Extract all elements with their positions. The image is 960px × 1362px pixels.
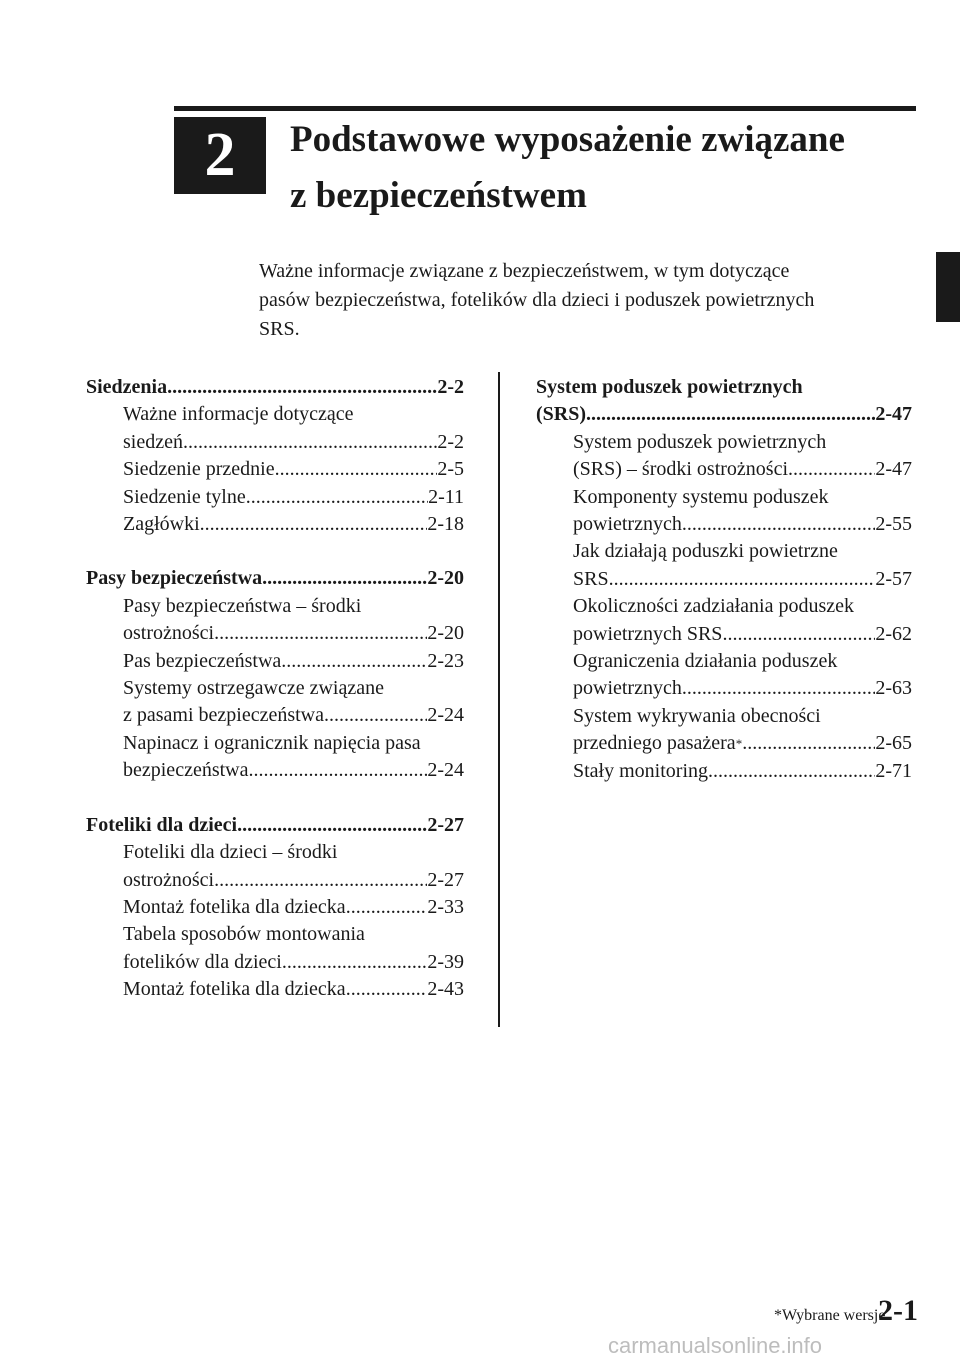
toc-entry-line[interactable] <box>123 757 464 784</box>
chapter-title-line2: z bezpieczeństwem <box>290 175 587 216</box>
intro-line: pasów bezpieczeństwa, fotelików dla dzieci i poduszek powietrznych <box>259 289 815 311</box>
dot-leader <box>682 675 875 702</box>
toc-entry-line-text: z pasami bezpieczeństwa <box>123 704 325 727</box>
toc-entry[interactable] <box>86 839 464 894</box>
toc-section-title[interactable] <box>86 565 464 592</box>
dot-leader <box>609 566 876 593</box>
intro-line: Ważne informacje związane z bezpieczeństwem, w tym dotyczące <box>259 260 790 282</box>
toc-entry-line-page: 2-62 <box>875 622 912 645</box>
toc-entry-line1: Foteliki dla dzieci – środki <box>123 841 338 864</box>
toc-entry-line-text: (SRS) – środki ostrożności <box>573 458 788 481</box>
toc-section-title[interactable] <box>86 812 464 839</box>
toc-entry-line-page: 2-11 <box>428 485 464 508</box>
column-divider <box>498 372 500 1027</box>
toc-entry-line-text: Zagłówki <box>123 513 200 536</box>
dot-leader <box>788 456 875 483</box>
toc-entry[interactable] <box>86 675 464 730</box>
toc-section-title-text: Siedzenia <box>86 376 168 398</box>
toc-entry-line-page: 2-39 <box>427 950 464 973</box>
toc-entry[interactable] <box>536 484 912 539</box>
toc-section <box>86 565 464 784</box>
dot-leader <box>324 702 427 729</box>
toc-entry[interactable] <box>86 401 464 456</box>
toc-entry[interactable] <box>536 429 912 484</box>
toc-entry[interactable] <box>86 593 464 648</box>
toc-entry-line[interactable] <box>123 702 464 729</box>
toc-entry[interactable] <box>536 648 912 703</box>
toc-section-title[interactable] <box>536 401 912 428</box>
dot-leader <box>167 374 437 401</box>
toc-entry-line-page: 2-43 <box>427 978 464 1001</box>
toc-left-column <box>86 374 464 1031</box>
toc-section-title-line1: System poduszek powietrznych <box>536 376 803 398</box>
toc-entry-line-page: 2-18 <box>427 513 464 536</box>
toc-section <box>86 374 464 538</box>
dot-leader <box>248 757 427 784</box>
toc-entry-line-text: ostrożności <box>123 868 215 891</box>
toc-entry-line-page: 2-2 <box>437 430 464 453</box>
toc-entry[interactable] <box>86 921 464 976</box>
toc-entry-line[interactable] <box>573 621 912 648</box>
toc-section-title-page: 2-20 <box>427 567 464 590</box>
toc-entry-line-page: 2-24 <box>427 704 464 727</box>
footnote-marker: * <box>735 736 743 752</box>
toc-entry-line[interactable] <box>573 730 912 757</box>
chapter-number: 2 <box>204 121 236 189</box>
toc-entry[interactable] <box>86 730 464 785</box>
toc-section-title-text: Foteliki dla dzieci <box>86 813 238 836</box>
toc-section-title-page: 2-2 <box>437 376 464 398</box>
footer-note: *Wybrane wersje. <box>774 1307 890 1324</box>
toc-section-title-page: 2-27 <box>427 813 464 836</box>
dot-leader <box>586 401 875 428</box>
toc-entry-line-text: powietrznych <box>573 677 682 700</box>
toc-entry-line[interactable] <box>123 484 464 511</box>
chapter-number-box <box>174 117 266 194</box>
dot-leader <box>246 484 428 511</box>
dot-leader <box>275 456 438 483</box>
toc-entry-line-page: 2-63 <box>875 677 912 700</box>
toc-entry-line1: Komponenty systemu poduszek <box>573 485 829 508</box>
toc-entry[interactable] <box>536 758 912 785</box>
toc-entry-line-page: 2-65 <box>875 732 912 755</box>
toc-entry-line-page: 2-27 <box>427 868 464 891</box>
dot-leader <box>346 894 428 921</box>
toc-entry-line[interactable] <box>573 675 912 702</box>
toc-entry-line[interactable] <box>123 949 464 976</box>
toc-entry-line-text: Montaż fotelika dla dziecka <box>123 895 346 918</box>
dot-leader <box>183 429 437 456</box>
toc-entry[interactable] <box>86 456 464 483</box>
toc-section <box>86 812 464 1004</box>
toc-entry-line-text: Stały monitoring <box>573 759 708 782</box>
toc-entry-line-text: bezpieczeństwa <box>123 759 249 782</box>
dot-leader <box>346 976 428 1003</box>
toc-entry[interactable] <box>536 703 912 758</box>
toc-entry-line-page: 2-57 <box>875 567 912 590</box>
dot-leader <box>214 867 427 894</box>
toc-entry-line1: Okoliczności zadziałania poduszek <box>573 595 854 618</box>
toc-entry-line-page: 2-20 <box>427 622 464 645</box>
toc-entry-line-text: powietrznych <box>573 513 682 536</box>
toc-right-column <box>536 374 912 812</box>
toc-entry[interactable] <box>536 538 912 593</box>
toc-entry-line[interactable] <box>123 648 464 675</box>
toc-entry-line[interactable] <box>123 620 464 647</box>
toc-entry-line1: System wykrywania obecności <box>573 704 821 727</box>
toc-entry-line[interactable] <box>123 867 464 894</box>
chapter-title <box>290 112 845 224</box>
toc-entry-line-text: Siedzenie przednie <box>123 458 275 481</box>
toc-entry-line-text: SRS <box>573 567 609 590</box>
watermark: carmanualsonline.info <box>608 1333 823 1358</box>
toc-entry-line1: Systemy ostrzegawcze związane <box>123 677 384 700</box>
dot-leader <box>214 620 427 647</box>
toc-entry-line[interactable] <box>123 894 464 921</box>
toc-entry-line1: Napinacz i ogranicznik napięcia pasa <box>123 731 421 754</box>
toc-entry[interactable] <box>86 976 464 1003</box>
toc-entry-line1: Ważne informacje dotyczące <box>123 403 354 426</box>
dot-leader <box>237 812 427 839</box>
toc-entry[interactable] <box>86 511 464 538</box>
toc-section-title[interactable] <box>86 374 464 401</box>
toc-entry-line-text: Pas bezpieczeństwa <box>123 649 282 672</box>
toc-entry-line-page: 2-71 <box>875 759 912 782</box>
toc-entry-line-page: 2-55 <box>875 513 912 536</box>
toc-section-title-text: (SRS) <box>536 403 587 426</box>
toc-entry-line[interactable] <box>123 456 464 483</box>
toc-entry-line-text: Siedzenie tylne <box>123 485 246 508</box>
toc-entry-line1: Jak działają poduszki powietrzne <box>573 540 838 563</box>
toc-section-title-page: 2-47 <box>875 403 912 426</box>
page-number: 2-1 <box>878 1294 918 1327</box>
toc-entry-line-text: siedzeń <box>123 430 183 453</box>
toc-entry-line[interactable] <box>573 758 912 785</box>
toc-entry-line[interactable] <box>573 511 912 538</box>
dot-leader <box>282 949 428 976</box>
dot-leader <box>281 648 427 675</box>
toc-entry-line-text: fotelików dla dzieci <box>123 950 282 973</box>
toc-entry-line1: Ograniczenia działania poduszek <box>573 650 838 673</box>
toc-entry-line1: Pasy bezpieczeństwa – środki <box>123 594 362 617</box>
toc-entry-line-text: przedniego pasażera <box>573 732 736 755</box>
toc-entry[interactable] <box>86 894 464 921</box>
toc-entry[interactable] <box>86 484 464 511</box>
toc-entry-line-text: ostrożności <box>123 622 215 645</box>
dot-leader <box>262 565 427 592</box>
toc-entry-line[interactable] <box>123 429 464 456</box>
toc-section-title-text: Pasy bezpieczeństwa <box>86 567 263 590</box>
toc-entry-line-page: 2-5 <box>437 458 464 481</box>
toc-entry-line-page: 2-47 <box>875 458 912 481</box>
toc-entry-line-page: 2-33 <box>427 895 464 918</box>
dot-leader <box>200 511 428 538</box>
dot-leader <box>742 730 875 757</box>
toc-section <box>536 374 912 785</box>
toc-entry-line-page: 2-24 <box>427 759 464 782</box>
toc-entry[interactable] <box>86 648 464 675</box>
toc-entry-line-text: powietrznych SRS <box>573 622 723 645</box>
chapter-side-tab <box>936 252 960 322</box>
top-rule <box>174 106 916 111</box>
toc-entry-line[interactable] <box>123 511 464 538</box>
toc-entry-line-page: 2-23 <box>427 649 464 672</box>
toc-entry[interactable] <box>536 593 912 648</box>
dot-leader <box>722 621 875 648</box>
dot-leader <box>708 758 875 785</box>
toc-entry-line[interactable] <box>573 566 912 593</box>
chapter-title-line1: Podstawowe wyposażenie związane <box>290 119 845 160</box>
toc-entry-line1: Tabela sposobów montowania <box>123 923 365 946</box>
intro-line: SRS. <box>259 318 300 340</box>
chapter-intro <box>259 257 919 344</box>
dot-leader <box>682 511 875 538</box>
toc-entry-line[interactable] <box>123 976 464 1003</box>
toc-entry-line[interactable] <box>573 456 912 483</box>
toc-entry-line1: System poduszek powietrznych <box>573 430 827 453</box>
toc-entry-line-text: Montaż fotelika dla dziecka <box>123 978 346 1001</box>
